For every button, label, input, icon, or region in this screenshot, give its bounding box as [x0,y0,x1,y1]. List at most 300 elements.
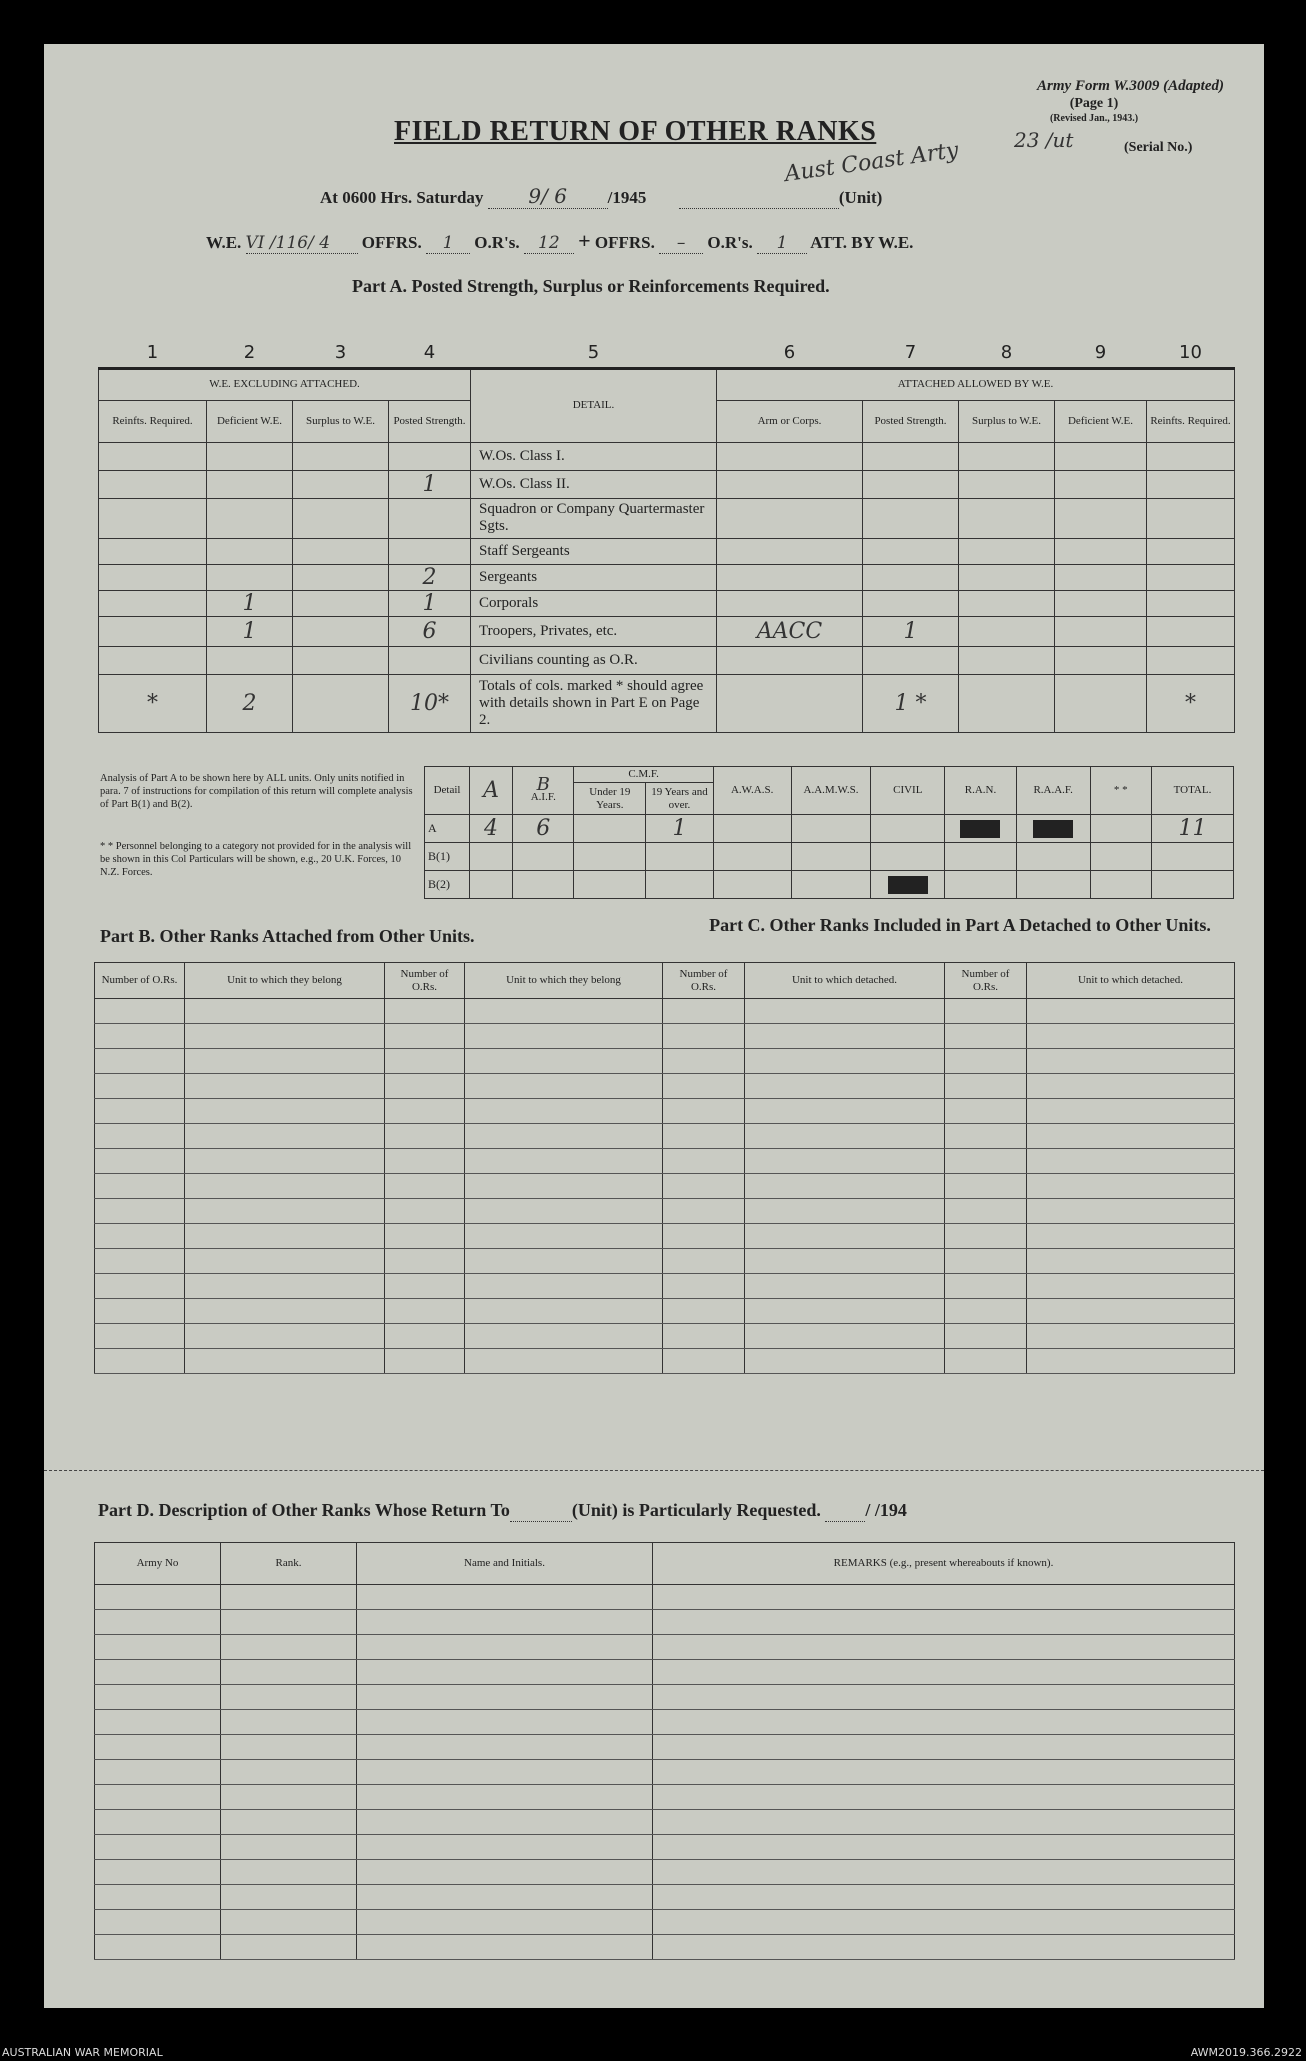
aamws-header: A.A.M.W.S. [791,767,871,815]
part-b-c-cell [663,1274,745,1299]
part-b-c-cell [385,1349,465,1374]
part-b-c-cell [185,1074,385,1099]
analysis-row-label: B(2) [425,871,470,899]
part-b-c-cell [95,1224,185,1249]
part-b-c-cell [465,1124,663,1149]
reinfts-required-cell: * [99,674,207,732]
part-d-cell [653,1710,1235,1735]
column-numbers [99,338,1235,368]
part-b-c-cell [745,1174,945,1199]
aif-label: A.I.F. [530,790,556,803]
att-reinfts-cell [1147,564,1235,590]
part-d-cell [221,1760,357,1785]
surplus-cell [293,442,389,470]
analysis-cell [713,843,791,871]
ors2-label: O.R's. [707,233,753,252]
reinfts-required-cell [99,646,207,674]
reinfts-required-cell [99,470,207,498]
analysis-cell [513,843,574,871]
part-d-cell [95,1785,221,1810]
col-num: 5 [587,341,600,363]
arm-corps-header: Arm or Corps. [717,400,863,442]
form-reference: Army Form W.3009 (Adapted) [1037,78,1224,94]
part-b-title: Part B. Other Ranks Attached from Other Units. [100,926,475,946]
part-b-c-cell [1027,1249,1235,1274]
analysis-cell [470,871,513,899]
serial-value: 23 /ut [1014,128,1074,152]
part-b-c-cell [945,1024,1027,1049]
part-d-cell [653,1660,1235,1685]
analysis-cell [1151,871,1233,899]
part-b-c-cell [185,1224,385,1249]
part-c-unit-header: Unit to which detached. [745,963,945,999]
analysis-cell [1016,843,1090,871]
part-d-cell [357,1635,653,1660]
part-d-title-end: / /194 [865,1500,907,1520]
part-d-cell [653,1860,1235,1885]
att-surplus-cell [959,564,1055,590]
part-d-row [95,1835,1235,1860]
part-d-cell [653,1760,1235,1785]
part-d-cell [357,1785,653,1810]
part-d-cell [653,1835,1235,1860]
att-deficient-cell [1055,674,1147,732]
att-surplus-cell [959,616,1055,646]
surplus-cell [293,538,389,564]
offrs-label: OFFRS. [361,233,422,252]
unit-label: (Unit) [838,188,883,207]
part-b-c-cell [95,1049,185,1074]
page-number: (Page 1) [1069,96,1119,111]
attached-allowed-header: ATTACHED ALLOWED BY W.E. [717,368,1235,400]
part-d-cell [95,1735,221,1760]
part-b-c-row [95,1199,1235,1224]
col-num: 3 [334,341,347,363]
ors-label: O.R's. [474,233,520,252]
part-b-c-cell [745,1149,945,1174]
part-b-c-cell [1027,1199,1235,1224]
att-surplus-cell [959,442,1055,470]
detail-cell: Troopers, Privates, etc. [471,616,717,646]
part-b-c-cell [1027,1124,1235,1149]
part-b-unit-header: Unit to which they belong [185,963,385,999]
under-19-header: Under 19 Years. [574,783,646,815]
analysis-note: Analysis of Part A to be shown here by ALL units. Only units notified in para. 7 of instructions for compilation of this return will complete analysis of Part B(1) and B(2). [100,773,413,810]
arm-corps-cell [717,590,863,616]
detail-cell: Staff Sergeants [471,538,717,564]
part-d-cell [653,1910,1235,1935]
part-b-number-header: Number of O.Rs. [95,963,185,999]
col-num: 2 [243,341,256,363]
analysis-cell [646,843,714,871]
part-a-row [99,564,1235,590]
part-a-row [99,538,1235,564]
part-b-c-cell [385,1049,465,1074]
part-b-c-cell [663,1299,745,1324]
att-surplus-cell [959,470,1055,498]
part-b-c-cell [385,1024,465,1049]
deficient-cell [207,498,293,538]
serial-label: (Serial No.) [1124,140,1193,155]
att-reinfts-cell [1147,498,1235,538]
analysis-cell [871,843,945,871]
reinfts-required-cell [99,590,207,616]
part-b-c-cell [185,1099,385,1124]
we-value: VI /116/ 4 [246,233,358,254]
part-b-c-cell [945,1149,1027,1174]
analysis-row-label: B(1) [425,843,470,871]
part-d-rows [95,1585,1235,1960]
part-d-cell [95,1910,221,1935]
footer-left: AUSTRALIAN WAR MEMORIAL [2,2046,163,2059]
part-b-c-cell [663,1099,745,1124]
att-reinfts-cell [1147,616,1235,646]
plus-sign: + [578,228,591,253]
part-b-c-cell [95,1024,185,1049]
part-b-c-cell [663,999,745,1024]
detail-cell: Sergeants [471,564,717,590]
analysis-cell [1090,843,1151,871]
redaction-block [960,820,1000,838]
reinfts-required-cell [99,538,207,564]
footer-right: AWM2019.366.2922 [1190,2046,1302,2059]
att-posted-cell [863,470,959,498]
arm-corps-cell [717,442,863,470]
part-d-cell [653,1610,1235,1635]
att-posted-cell [863,538,959,564]
part-b-c-cell [385,1324,465,1349]
detail-cell: Civilians counting as O.R. [471,646,717,674]
part-b-c-cell [945,999,1027,1024]
analysis-cell: 11 [1151,815,1233,843]
part-b-c-cell [95,1249,185,1274]
analysis-cell [513,871,574,899]
part-a-row [99,674,1235,732]
part-b-c-cell [663,1024,745,1049]
other-header: * * [1090,767,1151,815]
part-d-cell [95,1935,221,1960]
part-b-c-cell [663,1224,745,1249]
part-b-c-cell [745,1124,945,1149]
part-b-c-cell [745,1224,945,1249]
part-b-c-cell [945,1049,1027,1074]
part-b-c-cell [465,1299,663,1324]
att-posted-cell [863,646,959,674]
part-b-c-cell [1027,1174,1235,1199]
part-b-c-cell [1027,1149,1235,1174]
part-b-c-cell [385,1174,465,1199]
part-d-cell [357,1610,653,1635]
part-b-c-cell [95,1174,185,1199]
ors2-value: 1 [757,233,807,254]
detail-cell: W.Os. Class II. [471,470,717,498]
analysis-cell [945,815,1017,843]
att-deficient-cell [1055,564,1147,590]
part-d-cell [357,1885,653,1910]
att-deficient-cell [1055,442,1147,470]
part-b-c-cell [745,1299,945,1324]
part-c-number-header: Number of O.Rs. [945,963,1027,999]
surplus-we-header: Surplus to W.E. [293,400,389,442]
part-b-c-cell [385,1249,465,1274]
att-reinfts-cell [1147,646,1235,674]
part-c-number-header: Number of O.Rs. [663,963,745,999]
posted-strength-cell [389,442,471,470]
part-d-row [95,1860,1235,1885]
part-b-c-row [95,1074,1235,1099]
part-d-cell [95,1635,221,1660]
posted-strength-cell: 1 [389,470,471,498]
part-b-c-cell [95,1324,185,1349]
part-d-cell [653,1585,1235,1610]
part-b-c-cell [945,1199,1027,1224]
part-d-cell [357,1760,653,1785]
col-num: 7 [904,341,917,363]
part-d-title-text: Part D. Description of Other Ranks Whose Return To [98,1500,510,1520]
form-page [44,44,1264,2008]
part-b-c-cell [185,1174,385,1199]
col-num: 1 [146,341,159,363]
offrs-value: 1 [426,233,470,254]
part-d-cell [95,1835,221,1860]
analysis-cell [871,871,945,899]
part-d-cell [95,1860,221,1885]
att-deficient-cell [1055,590,1147,616]
analysis-cell [791,843,871,871]
rank-header: Rank. [221,1543,357,1585]
analysis-detail-header: Detail [425,767,470,815]
part-b-c-cell [745,1324,945,1349]
part-b-c-cell [465,1274,663,1299]
part-b-c-cell [465,1099,663,1124]
part-d-row [95,1585,1235,1610]
part-b-c-cell [95,1149,185,1174]
part-b-c-cell [663,1124,745,1149]
part-d-cell [221,1835,357,1860]
part-b-c-cell [945,1174,1027,1199]
att-reinfts-cell [1147,538,1235,564]
part-d-row [95,1810,1235,1835]
part-b-c-cell [385,1274,465,1299]
analysis-cell [1016,871,1090,899]
part-b-c-cell [745,1249,945,1274]
att-label: ATT. BY W.E. [810,233,914,252]
posted-strength-cell: 10* [389,674,471,732]
part-b-c-cell [465,1174,663,1199]
att-deficient-cell [1055,538,1147,564]
part-b-c-cell [663,1349,745,1374]
at-text: At 0600 Hrs. Saturday [320,188,484,207]
part-b-c-cell [1027,1274,1235,1299]
revised-date: (Revised Jan., 1943.) [1049,113,1139,124]
part-b-c-cell [1027,1099,1235,1124]
part-d-row [95,1885,1235,1910]
surplus-cell [293,590,389,616]
tear-line [44,1470,1264,1471]
col-num: 9 [1094,341,1107,363]
att-reinfts-cell: * [1147,674,1235,732]
analysis-col-b: B [536,773,550,795]
analysis-cell [1090,815,1151,843]
arm-corps-cell [717,646,863,674]
part-b-c-cell [185,1199,385,1224]
part-d-cell [221,1610,357,1635]
part-b-c-cell [385,1199,465,1224]
part-d-row [95,1760,1235,1785]
part-d-cell [357,1660,653,1685]
part-d-cell [95,1685,221,1710]
part-b-c-cell [465,1224,663,1249]
part-b-c-cell [385,1299,465,1324]
part-d-cell [653,1810,1235,1835]
part-d-cell [221,1685,357,1710]
part-d-cell [357,1810,653,1835]
part-b-c-cell [95,1074,185,1099]
part-b-c-cell [465,1349,663,1374]
att-posted-cell [863,590,959,616]
part-b-c-cell [465,1324,663,1349]
part-b-c-cell [663,1199,745,1224]
analysis-row [425,871,1234,899]
analysis-cell [574,871,646,899]
part-d-row [95,1685,1235,1710]
part-b-c-row [95,999,1235,1024]
part-b-c-row [95,1274,1235,1299]
offrs2-label: OFFRS. [594,233,655,252]
deficient-cell: 1 [207,590,293,616]
part-b-c-rows [95,999,1235,1374]
analysis-cell [646,871,714,899]
army-no-header: Army No [95,1543,221,1585]
part-b-c-cell [1027,1224,1235,1249]
part-b-c-row [95,1149,1235,1174]
detail-cell: Squadron or Company Quartermaster Sgts. [471,498,717,538]
part-b-c-cell [945,1324,1027,1349]
part-b-c-cell [945,1074,1027,1099]
part-d-cell [221,1785,357,1810]
part-d-table [94,1542,1235,1960]
part-d-cell [357,1710,653,1735]
redaction-block [1033,820,1073,838]
posted-strength-cell: 6 [389,616,471,646]
part-b-c-cell [1027,1024,1235,1049]
deficient-we-header: Deficient W.E. [1055,400,1147,442]
part-b-c-table [94,962,1235,1374]
name-header: Name and Initials. [357,1543,653,1585]
part-b-c-cell [465,1024,663,1049]
part-b-c-cell [95,1349,185,1374]
part-d-cell [653,1785,1235,1810]
deficient-cell [207,538,293,564]
part-b-c-cell [745,1049,945,1074]
part-b-c-row [95,1024,1235,1049]
analysis-cell [713,871,791,899]
part-d-cell [653,1935,1235,1960]
part-b-c-row [95,1224,1235,1249]
part-a-row [99,442,1235,470]
part-a-row [99,470,1235,498]
deficient-cell [207,470,293,498]
part-b-c-cell [945,1274,1027,1299]
part-b-c-cell [95,1299,185,1324]
deficient-we-header: Deficient W.E. [207,400,293,442]
analysis-cell: 6 [513,815,574,843]
att-surplus-cell [959,646,1055,674]
part-d-cell [221,1885,357,1910]
deficient-cell: 1 [207,616,293,646]
part-b-number-header: Number of O.Rs. [385,963,465,999]
ran-header: R.A.N. [945,767,1017,815]
part-d-cell [221,1635,357,1660]
we-label: W.E. [206,233,242,252]
unit-value: Aust Coast Arty [783,137,961,188]
aif-header [513,767,574,815]
part-b-c-cell [385,1074,465,1099]
part-d-title-mid: (Unit) is Particularly Requested. [571,1500,821,1520]
att-surplus-cell [959,498,1055,538]
analysis-cell [574,815,646,843]
we-excluding-header: W.E. EXCLUDING ATTACHED. [99,368,471,400]
analysis-cell [1151,843,1233,871]
att-deficient-cell [1055,616,1147,646]
part-d-cell [357,1910,653,1935]
att-posted-cell: 1 * [863,674,959,732]
part-b-c-cell [745,999,945,1024]
part-d-cell [95,1810,221,1835]
analysis-cell [791,871,871,899]
year-text: /1945 [607,188,647,207]
part-d-cell [221,1935,357,1960]
part-b-c-row [95,1049,1235,1074]
part-b-c-cell [663,1049,745,1074]
att-deficient-cell [1055,498,1147,538]
ors-value: 12 [524,233,574,254]
part-d-cell [95,1885,221,1910]
part-d-row [95,1610,1235,1635]
part-d-cell [653,1885,1235,1910]
part-b-c-row [95,1324,1235,1349]
part-b-c-cell [745,1349,945,1374]
part-a-rows [99,442,1235,732]
part-b-c-cell [185,1324,385,1349]
arm-corps-cell [717,470,863,498]
part-b-unit-header: Unit to which they belong [465,963,663,999]
surplus-cell [293,564,389,590]
part-b-c-cell [185,1049,385,1074]
part-d-row [95,1635,1235,1660]
page-title: FIELD RETURN OF OTHER RANKS [394,116,877,147]
part-a-row [99,498,1235,538]
analysis-rows [425,815,1234,899]
deficient-cell [207,564,293,590]
part-b-c-cell [745,1199,945,1224]
part-b-c-cell [745,1074,945,1099]
civil-header: CIVIL [871,767,945,815]
analysis-cell [945,871,1017,899]
analysis-row-label: A [425,815,470,843]
col-num: 8 [1000,341,1013,363]
att-deficient-cell [1055,470,1147,498]
part-b-c-cell [663,1149,745,1174]
att-surplus-cell [959,538,1055,564]
part-b-c-cell [465,1199,663,1224]
analysis-cell: 1 [646,815,714,843]
arm-corps-cell [717,498,863,538]
part-d-cell [221,1810,357,1835]
part-b-c-cell [945,1099,1027,1124]
deficient-cell [207,442,293,470]
part-a-title: Part A. Posted Strength, Surplus or Reinforcements Required. [352,276,830,296]
